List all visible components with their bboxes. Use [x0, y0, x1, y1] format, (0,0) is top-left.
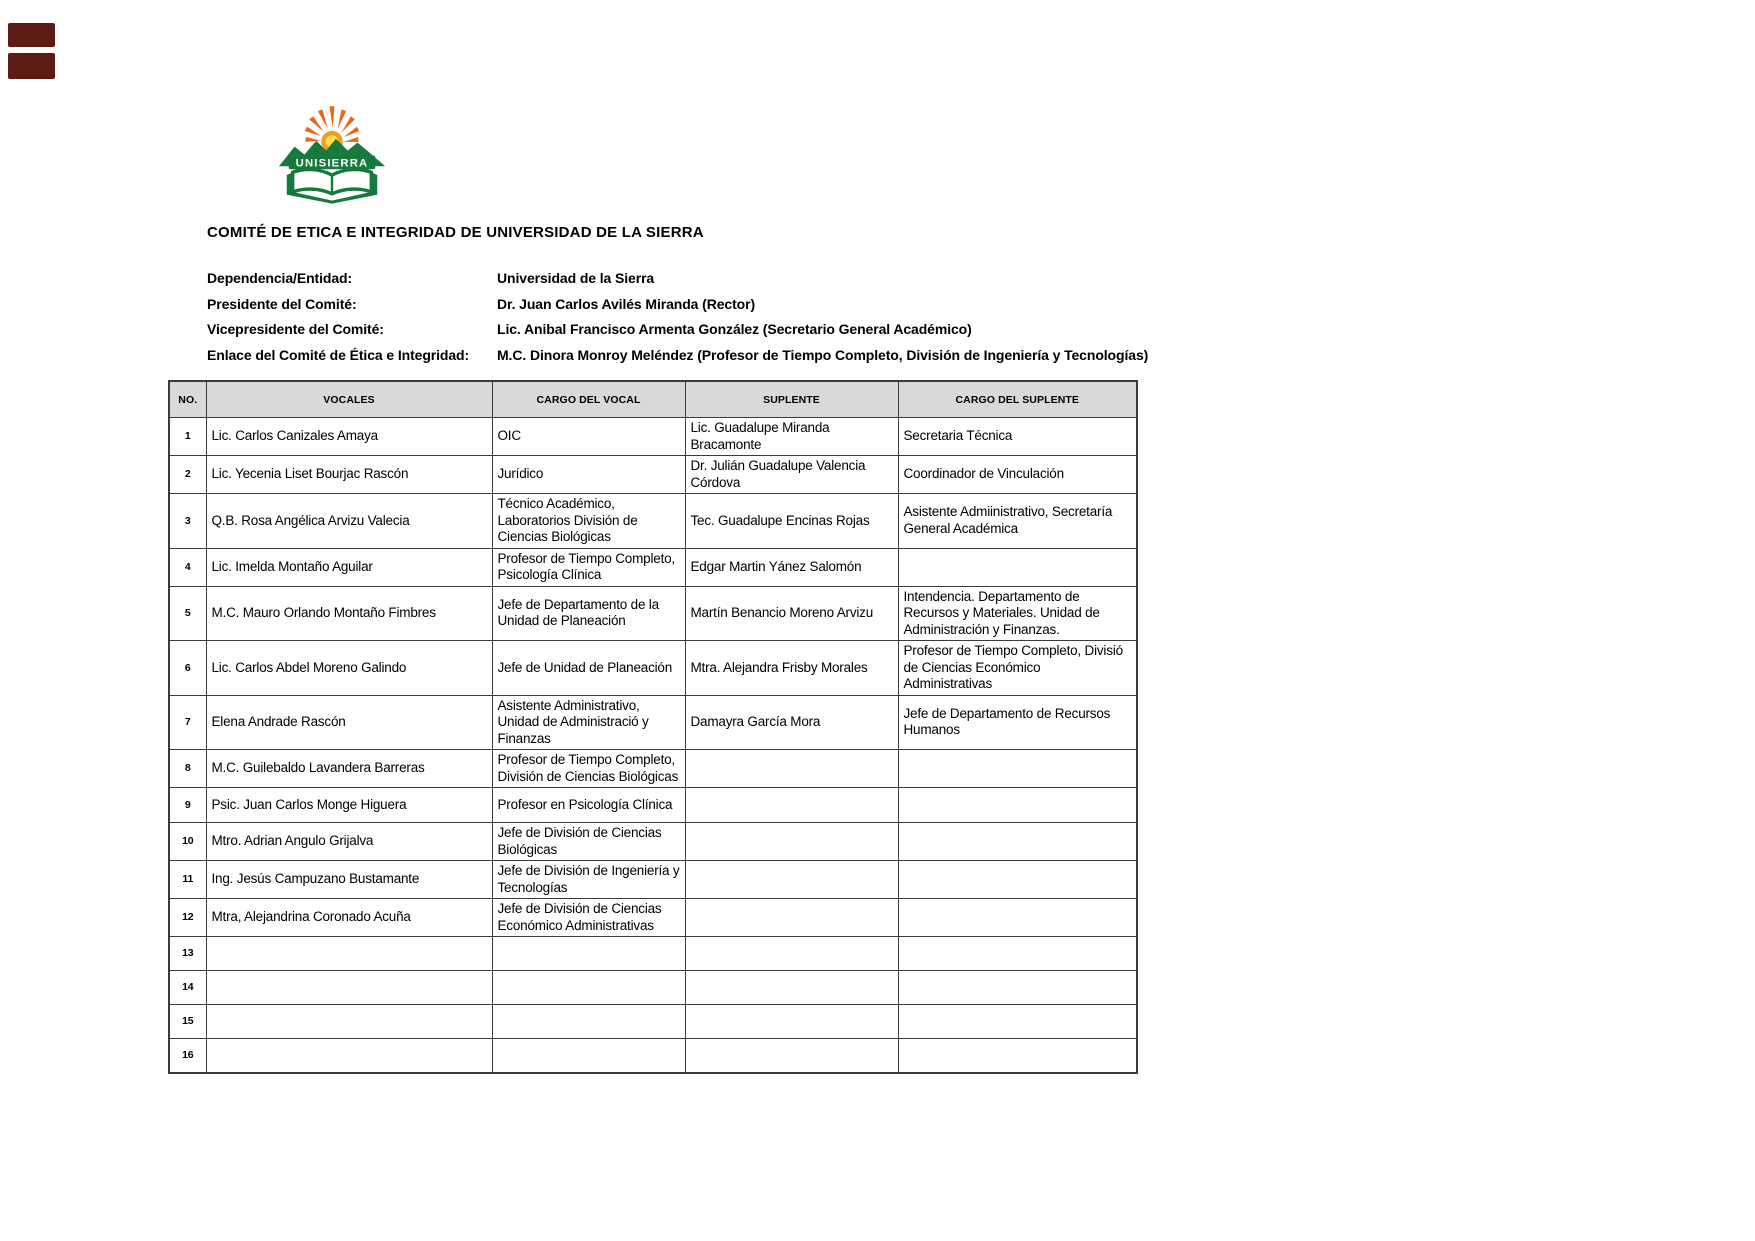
corner-mark-top: [8, 23, 55, 47]
table-cell: Lic. Carlos Abdel Moreno Galindo: [206, 641, 492, 696]
table-row: [169, 641, 1137, 696]
table-cell: Tec. Guadalupe Encinas Rojas: [685, 494, 898, 549]
table-cell: [898, 1039, 1137, 1073]
field-presidente: [207, 296, 1148, 322]
table-cell: [685, 899, 898, 937]
row-number-cell: 8: [169, 750, 206, 788]
table-cell: Jefe de División de Ingeniería y Tecnologías: [492, 861, 685, 899]
table-cell: [492, 1039, 685, 1073]
field-value: Dr. Juan Carlos Avilés Miranda (Rector): [497, 295, 756, 312]
column-header: SUPLENTE: [685, 381, 898, 418]
table-cell: Lic. Guadalupe Miranda Bracamonte: [685, 418, 898, 456]
table-row: [169, 861, 1137, 899]
row-number-cell: 7: [169, 695, 206, 750]
table-cell: Jefe de Departamento de Recursos Humanos: [898, 695, 1137, 750]
table-cell: Lic. Carlos Canizales Amaya: [206, 418, 492, 456]
table-row: [169, 1039, 1137, 1073]
corner-mark-bottom: [8, 53, 55, 79]
table-cell: Damayra García Mora: [685, 695, 898, 750]
table-cell: [898, 823, 1137, 861]
table-row: [169, 937, 1137, 971]
table-cell: Mtra. Alejandra Frisby Morales: [685, 641, 898, 696]
row-number-cell: 10: [169, 823, 206, 861]
table-cell: OIC: [492, 418, 685, 456]
table-cell: Q.B. Rosa Angélica Arvizu Valecia: [206, 494, 492, 549]
row-number-cell: 1: [169, 418, 206, 456]
row-number-cell: 3: [169, 494, 206, 549]
column-header: CARGO DEL VOCAL: [492, 381, 685, 418]
column-header: VOCALES: [206, 381, 492, 418]
table-cell: [685, 750, 898, 788]
table-cell: [898, 861, 1137, 899]
table-cell: [206, 1005, 492, 1039]
table-cell: Elena Andrade Rascón: [206, 695, 492, 750]
table-cell: Coordinador de Vinculación: [898, 456, 1137, 494]
table-cell: Profesor de Tiempo Completo, Divisió de Ciencias Económico Administrativas: [898, 641, 1137, 696]
table-body: [169, 418, 1137, 1073]
logo-text: UNISIERRA: [295, 157, 369, 170]
field-dependencia: [207, 270, 1148, 296]
table-cell: Jefe de División de Ciencias Económico Administrativas: [492, 899, 685, 937]
table-cell: Mtra, Alejandrina Coronado Acuña: [206, 899, 492, 937]
table-cell: Lic. Yecenia Liset Bourjac Rascón: [206, 456, 492, 494]
table-cell: [898, 937, 1137, 971]
table-cell: M.C. Mauro Orlando Montaño Fimbres: [206, 586, 492, 641]
table-cell: [206, 1039, 492, 1073]
table-cell: [898, 1005, 1137, 1039]
table-cell: Edgar Martin Yánez Salomón: [685, 548, 898, 586]
table-row: [169, 971, 1137, 1005]
table-cell: [492, 937, 685, 971]
table-cell: [898, 548, 1137, 586]
table-cell: Intendencia. Departamento de Recursos y Materiales. Unidad de Administración y Finanzas.: [898, 586, 1137, 641]
table-cell: [898, 788, 1137, 823]
row-number-cell: 12: [169, 899, 206, 937]
table-cell: Jefe de Unidad de Planeación: [492, 641, 685, 696]
table-cell: M.C. Guilebaldo Lavandera Barreras: [206, 750, 492, 788]
row-number-cell: 11: [169, 861, 206, 899]
table-cell: Asistente Admiinistrativo, Secretaría General Académica: [898, 494, 1137, 549]
table-cell: [898, 971, 1137, 1005]
row-number-cell: 5: [169, 586, 206, 641]
table-cell: [898, 899, 1137, 937]
table-cell: Profesor en Psicología Clínica: [492, 788, 685, 823]
table-row: [169, 494, 1137, 549]
table-cell: Técnico Académico, Laboratorios División de Ciencias Biológicas: [492, 494, 685, 549]
table-cell: Lic. Imelda Montaño Aguilar: [206, 548, 492, 586]
table-row: [169, 418, 1137, 456]
table-row: [169, 788, 1137, 823]
table-cell: [685, 1039, 898, 1073]
table-cell: Jefe de División de Ciencias Biológicas: [492, 823, 685, 861]
table-cell: [685, 1005, 898, 1039]
table-cell: Ing. Jesús Campuzano Bustamante: [206, 861, 492, 899]
table-cell: [685, 823, 898, 861]
table-cell: Psic. Juan Carlos Monge Higuera: [206, 788, 492, 823]
committee-table: [168, 380, 1138, 1074]
row-number-cell: 9: [169, 788, 206, 823]
table-cell: Dr. Julián Guadalupe Valencia Córdova: [685, 456, 898, 494]
table-row: [169, 1005, 1137, 1039]
column-header: NO.: [169, 381, 206, 418]
table-row: [169, 823, 1137, 861]
table-cell: Asistente Administrativo, Unidad de Administració y Finanzas: [492, 695, 685, 750]
table-cell: Profesor de Tiempo Completo, División de Ciencias Biológicas: [492, 750, 685, 788]
row-number-cell: 4: [169, 548, 206, 586]
row-number-cell: 15: [169, 1005, 206, 1039]
field-value: Universidad de la Sierra: [497, 270, 655, 286]
row-number-cell: 16: [169, 1039, 206, 1073]
table-cell: [685, 861, 898, 899]
table-cell: Mtro. Adrian Angulo Grijalva: [206, 823, 492, 861]
table-cell: Profesor de Tiempo Completo, Psicología Clínica: [492, 548, 685, 586]
table-row: [169, 750, 1137, 788]
page-title: COMITÉ DE ETICA E INTEGRIDAD DE UNIVERSIDAD DE LA SIERRA: [207, 224, 704, 241]
field-value: M.C. Dinora Monroy Meléndez (Profesor de Tiempo Completo, División de Ingeniería y Tecnologías): [497, 346, 1149, 363]
field-label: Enlace del Comité de Ética e Integridad:: [207, 346, 470, 363]
committee-fields: [207, 270, 1148, 372]
column-header: CARGO DEL SUPLENTE: [898, 381, 1137, 418]
table-header: [169, 381, 1137, 418]
table-cell: Martín Benancio Moreno Arvizu: [685, 586, 898, 641]
field-label: Vicepresidente del Comité:: [207, 321, 384, 337]
table-cell: [685, 971, 898, 1005]
table-cell: [685, 937, 898, 971]
field-vicepresidente: [207, 321, 1148, 347]
row-number-cell: 2: [169, 456, 206, 494]
table-row: [169, 548, 1137, 586]
table-cell: [492, 1005, 685, 1039]
row-number-cell: 13: [169, 937, 206, 971]
table-cell: [206, 937, 492, 971]
unisierra-logo: [273, 101, 391, 204]
table-cell: [206, 971, 492, 1005]
header-row: [169, 381, 1137, 418]
table-row: [169, 695, 1137, 750]
field-label: Presidente del Comité:: [207, 295, 357, 312]
row-number-cell: 6: [169, 641, 206, 696]
table-cell: Secretaria Técnica: [898, 418, 1137, 456]
table-row: [169, 586, 1137, 641]
table-row: [169, 456, 1137, 494]
table-cell: Jefe de Departamento de la Unidad de Planeación: [492, 586, 685, 641]
field-label: Dependencia/Entidad:: [207, 270, 353, 286]
table-row: [169, 899, 1137, 937]
field-value: Lic. Anibal Francisco Armenta González (Secretario General Académico): [497, 321, 972, 337]
table-cell: Jurídico: [492, 456, 685, 494]
table-cell: [685, 788, 898, 823]
table-cell: [492, 971, 685, 1005]
row-number-cell: 14: [169, 971, 206, 1005]
field-enlace: [207, 347, 1148, 373]
table-cell: [898, 750, 1137, 788]
